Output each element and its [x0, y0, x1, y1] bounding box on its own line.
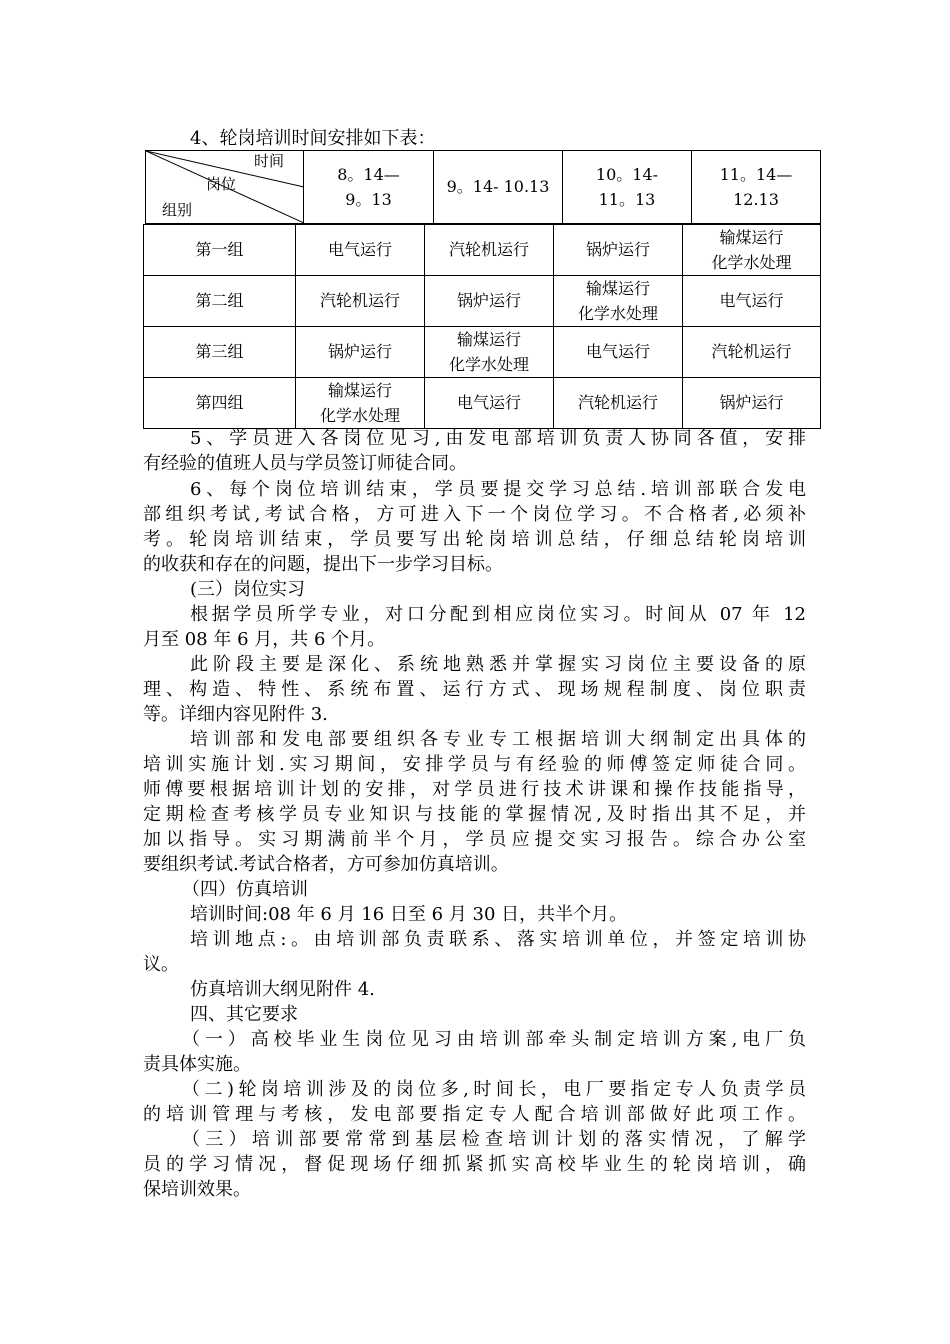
text-line: 仿真培训大纲见附件 4.	[190, 979, 375, 1000]
post-cell: 电气运行	[296, 225, 425, 276]
post-line: 化学水处理	[448, 355, 529, 374]
text-line: 定期检查考核学员专业知识与技能的掌握情况,及时指出其不足，并	[143, 804, 806, 825]
post-cell: 汽轮机运行	[296, 276, 425, 327]
text-line: 加以指导。实习期满前半个月，学员应提交实习报告。综合办公室	[143, 829, 806, 850]
text-line: 6、每个岗位培训结束，学员要提交学习总结.培训部联合发电	[190, 479, 806, 500]
table-row	[144, 225, 821, 276]
post-cell	[683, 225, 821, 276]
schedule-table-header	[145, 150, 821, 224]
text-line: 培训地点:。由培训部负责联系、落实培训单位，并签定培训协	[190, 929, 806, 950]
post-cell: 锅炉运行	[554, 225, 683, 276]
text-line: （一）高校毕业生岗位见习由培训部牵头制定培训方案,电厂负	[182, 1029, 806, 1050]
table-row	[144, 327, 821, 378]
text-line: 等。详细内容见附件 3.	[143, 704, 328, 725]
period-header-cell	[692, 151, 821, 224]
text-line: 责具体实施。	[143, 1054, 251, 1075]
post-line: 输煤运行	[585, 279, 650, 298]
post-cell: 电气运行	[425, 378, 554, 429]
period-1-end: 9。13	[345, 190, 392, 209]
post-cell: 锅炉运行	[425, 276, 554, 327]
period-2: 9。14- 10.13	[446, 177, 550, 196]
post-line: 化学水处理	[319, 406, 400, 425]
period-4-start: 11。14—	[719, 165, 793, 184]
group-cell: 第三组	[144, 327, 296, 378]
section-heading: 四、其它要求	[190, 1004, 298, 1025]
text-line: 保培训效果。	[143, 1179, 251, 1200]
schedule-table-body	[143, 224, 821, 429]
post-line: 输煤运行	[719, 228, 784, 247]
period-header-cell	[304, 151, 434, 224]
text-line: 此阶段主要是深化、系统地熟悉并掌握实习岗位主要设备的原	[190, 654, 806, 675]
header-time-label: 时间	[254, 152, 285, 170]
table-row	[144, 378, 821, 429]
post-cell: 汽轮机运行	[683, 327, 821, 378]
text-line: （二)轮岗培训涉及的岗位多,时间长，电厂要指定专人负责学员	[182, 1079, 806, 1100]
period-4-end: 12.13	[733, 190, 779, 209]
text-line: （三）培训部要常常到基层检查培训计划的落实情况，了解学	[182, 1129, 806, 1150]
period-header-cell	[563, 151, 692, 224]
post-cell: 电气运行	[683, 276, 821, 327]
text-line: 考。轮岗培训结束，学员要写出轮岗培训总结，仔细总结轮岗培训	[143, 529, 806, 550]
period-1-start: 8。14—	[337, 165, 400, 184]
post-line: 输煤运行	[456, 330, 521, 349]
text-line: 员的学习情况，督促现场仔细抓紧抓实高校毕业生的轮岗培训，确	[143, 1154, 806, 1175]
post-cell	[554, 276, 683, 327]
post-cell: 汽轮机运行	[425, 225, 554, 276]
text-line: 月至 08 年 6 月，共 6 个月。	[143, 629, 386, 650]
text-line: 有经验的值班人员与学员签订师徒合同。	[143, 453, 467, 474]
period-3-start: 10。14-	[595, 165, 659, 184]
post-line: 输煤运行	[327, 381, 392, 400]
group-cell: 第二组	[144, 276, 296, 327]
period-3-end: 11。13	[598, 190, 656, 209]
text-line: 议。	[143, 954, 179, 975]
post-cell	[425, 327, 554, 378]
text-line: 培训实施计划.实习期间，安排学员与有经验的师傅签定师徒合同。	[143, 754, 806, 775]
section-heading: （四）仿真培训	[182, 879, 308, 900]
text-line: 部组织考试,考试合格，方可进入下一个岗位学习。不合格者,必须补	[143, 504, 806, 525]
header-post-label: 岗位	[206, 175, 237, 193]
post-cell	[296, 378, 425, 429]
group-cell: 第一组	[144, 225, 296, 276]
header-group-label: 组别	[162, 201, 193, 219]
text-line: 5、学员进入各岗位见习,由发电部培训负责人协同各值，安排	[190, 428, 806, 449]
text-line: 要组织考试.考试合格者，方可参加仿真培训。	[143, 854, 509, 875]
text-line: 培训部和发电部要组织各专业专工根据培训大纲制定出具体的	[190, 729, 806, 750]
section-heading: (三）岗位实习	[190, 579, 306, 600]
text-line: 的收获和存在的问题，提出下一步学习目标。	[143, 554, 503, 575]
diagonal-header-cell	[146, 151, 304, 224]
table-row	[144, 276, 821, 327]
post-line: 化学水处理	[577, 304, 658, 323]
period-header-cell	[434, 151, 563, 224]
text-line: 的培训管理与考核，发电部要指定专人配合培训部做好此项工作。	[143, 1104, 806, 1125]
text-line: 培训时间:08 年 6 月 16 日至 6 月 30 日，共半个月。	[190, 904, 628, 925]
post-cell: 汽轮机运行	[554, 378, 683, 429]
table-intro: 4、轮岗培训时间安排如下表：	[190, 128, 436, 149]
text-line: 理、构造、特性、系统布置、运行方式、现场规程制度、岗位职责	[143, 679, 806, 700]
post-cell: 电气运行	[554, 327, 683, 378]
text-line: 师傅要根据培训计划的安排，对学员进行技术讲课和操作技能指导，	[143, 779, 806, 800]
text-line: 根据学员所学专业，对口分配到相应岗位实习。时间从 07 年 12	[190, 604, 806, 625]
post-line: 化学水处理	[711, 253, 792, 272]
group-cell: 第四组	[144, 378, 296, 429]
post-cell: 锅炉运行	[683, 378, 821, 429]
post-cell: 锅炉运行	[296, 327, 425, 378]
